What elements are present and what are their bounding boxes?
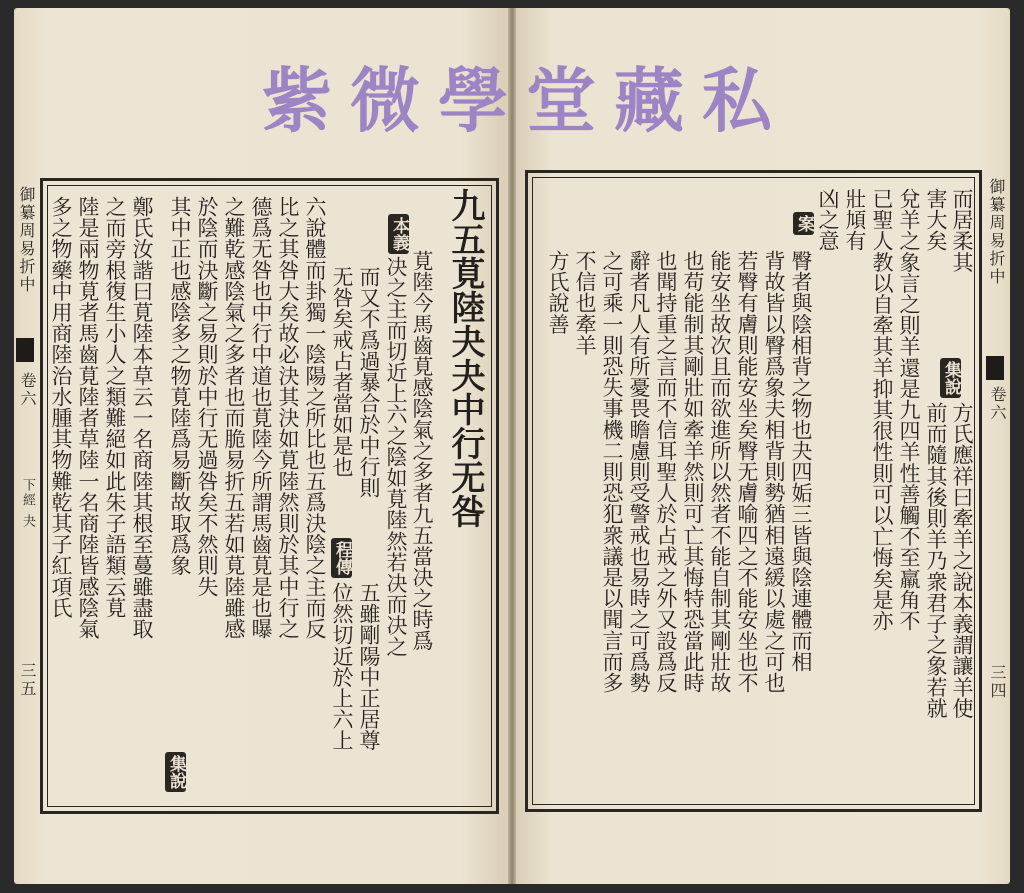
text-column: 前而隨其後則羊乃衆君子之象若就	[924, 402, 948, 719]
text-column: 鄭氏汝諧曰莧陸本草云一名商陸其根至蔓雖盡取	[130, 196, 154, 640]
text-column: 之而旁根復生小人之類難絕如此朱子語類云莧	[103, 196, 127, 618]
fishtail-mark	[16, 338, 34, 362]
left-margin-book-title: 御纂周易折中	[17, 186, 36, 294]
text-column: 方氏說善	[546, 250, 570, 335]
text-column: 而又不爲過暴合於中行則	[357, 266, 381, 499]
text-column: 方氏應祥曰牽羊之說本義謂讓羊使	[950, 402, 974, 719]
text-column: 之難乾感陰氣之多者也而脆易折五若如莧陸雖感	[222, 196, 246, 640]
seal-char: 微	[350, 59, 420, 142]
text-column: 壯頄有	[843, 188, 867, 252]
text-column: 无咎矣戒占者當如是也	[330, 266, 354, 477]
right-page-number: 三四	[988, 664, 1007, 700]
text-column: 凶之意	[816, 188, 840, 252]
seal-char: 學	[438, 59, 508, 142]
seal-char: 私	[702, 59, 772, 142]
text-column: 多之物藥中用商陸治水腫其物難乾其子紅項氏	[49, 196, 73, 618]
text-column: 决之主而切近上六之陰如莧陸然若决而决之	[384, 256, 408, 657]
text-column: 於陰而決斷之易則於中行无過咎矣不然則失	[195, 196, 219, 597]
seal-char: 紫	[262, 59, 332, 142]
jishuo-label-badge: 集說	[940, 358, 961, 398]
text-column: 六說體而卦獨一陰陽之所比也五爲決陰之主而反	[303, 196, 327, 640]
seal-char: 堂	[526, 59, 596, 142]
text-column: 背故皆以臀爲象夫相背則勢猶相遠緩以處之可也	[762, 250, 786, 694]
text-column: 辭者凡人有所憂畏瞻慮則受警戒也易時之可爲勢	[627, 250, 651, 694]
text-column: 之可乘一則恐失事機二則恐犯衆議是以聞言而多	[600, 250, 624, 694]
text-column: 也苟能制其剛壯如牽羊然則可亡其悔特恐當此時	[681, 250, 705, 694]
text-column: 害大矣	[924, 188, 948, 252]
left-margin-volume: 卷六	[18, 372, 37, 408]
right-margin-volume: 卷六	[988, 386, 1007, 422]
text-column: 也聞持重之言而不信耳聖人於占戒之外又設爲反	[654, 250, 678, 694]
fishtail-mark	[986, 356, 1004, 380]
text-column: 德爲无咎也中行中道也莧陸今所謂馬齒莧是也曝	[249, 196, 273, 640]
jishuo-label-badge: 集說	[165, 752, 186, 792]
text-column: 陸是兩物莧者馬齒莧陸者草陸一名商陸皆感陰氣	[76, 196, 100, 640]
text-column: 其中正也感陰多之物莧陸爲易斷故取爲象	[168, 196, 192, 576]
text-column: 兌羊之象言之則羊還是九四羊性善觸不至羸角不	[897, 188, 921, 632]
left-page-number: 三五	[18, 662, 37, 698]
text-column: 不信也牽羊	[573, 250, 597, 356]
benyi-label-badge: 本義	[388, 214, 409, 254]
text-column: 比之其咎大矣故必決其決如莧陸然則於其中行之	[276, 196, 300, 640]
seal-char: 藏	[614, 59, 684, 142]
text-column: 臀者與陰相背之物也夬四姤三皆與陰連體而相	[789, 250, 813, 672]
text-column: 若臀有膚則能安坐矣臀无膚喻四之不能安坐也不	[735, 250, 759, 694]
right-margin-book-title: 御纂周易折中	[987, 178, 1006, 286]
an-label-badge: 案	[793, 212, 814, 235]
hexagram-line-heading: 九五莧陸夬夬中行无咎	[445, 188, 485, 528]
text-column: 莧陸今馬齒莧感陰氣之多者九五當决之時爲	[410, 250, 434, 651]
chengzhuan-label-badge: 程傳	[331, 538, 352, 578]
text-column: 能安坐故次且而欲進所以然者不能自制其剛壯故	[708, 250, 732, 694]
text-column: 位然切近於上六上	[330, 582, 354, 751]
text-column: 而居柔其	[950, 188, 974, 273]
collector-seal-stamp	[262, 56, 772, 146]
text-column: 已聖人教以自牽其羊抑其很性則可以亡悔矣是亦	[870, 188, 894, 632]
text-column: 五雖剛陽中正居尊	[357, 582, 381, 751]
left-margin-section: 下經 夬	[20, 478, 35, 530]
